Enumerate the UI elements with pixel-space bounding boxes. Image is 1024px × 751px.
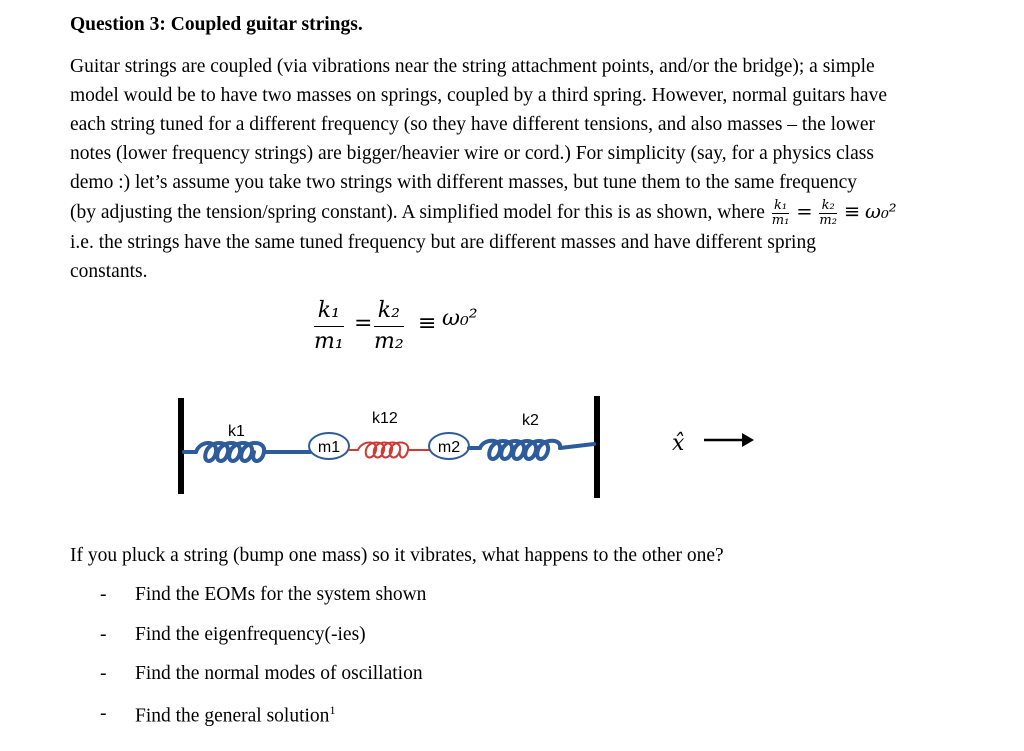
inline-equals: = <box>796 200 813 223</box>
footnote-marker: 1 <box>329 702 336 717</box>
paragraph-line: notes (lower frequency strings) are bigger/heavier wire or cord.) For simplicity (say, for a physics class <box>70 143 874 164</box>
mass-m1-label: m1 <box>317 439 341 456</box>
paragraph-line-with-inline-equation <box>70 197 1000 228</box>
bullet-dash: - <box>100 623 107 645</box>
paragraph-line: Guitar strings are coupled (via vibrations near the string attachment points, and/or the bridge); a simple <box>70 56 875 77</box>
task-text: Find the normal modes of oscillation <box>135 663 423 684</box>
task-text-body: Find the general solution <box>135 705 330 726</box>
task-item <box>100 624 426 664</box>
spring-k1-label: k1 <box>228 423 245 440</box>
inline-k1: k₁ <box>772 199 790 214</box>
paragraph-line: each string tuned for a different frequency (so they have different tensions, and also masses – the lower <box>70 114 876 135</box>
paragraph-text: (by adjusting the tension/spring constant). A simplified model for this is as shown, where <box>70 202 765 223</box>
paragraph-line: constants. <box>70 261 148 283</box>
question-prompt: If you pluck a string (bump one mass) so it vibrates, what happens to the other one? <box>70 545 724 566</box>
task-item <box>100 663 426 703</box>
spring-k2 <box>469 441 594 459</box>
display-equation <box>310 296 510 366</box>
fraction-k2-m2 <box>374 296 404 357</box>
problem-paragraph <box>70 52 1000 286</box>
display-m1: m₁ <box>314 329 344 354</box>
display-equals: = <box>354 311 373 336</box>
inline-k2: k₂ <box>819 199 837 214</box>
spring-k12 <box>349 443 430 458</box>
inline-m2: m₂ <box>819 213 837 229</box>
coupled-oscillator-diagram <box>160 388 780 508</box>
inline-omega: ω₀² <box>865 200 897 223</box>
display-omega: ω₀² <box>442 306 478 331</box>
right-wall <box>594 396 600 498</box>
display-m2: m₂ <box>374 329 404 354</box>
display-equiv: ≡ <box>418 311 437 336</box>
spring-k2-label: k2 <box>522 412 539 429</box>
inline-m1: m₁ <box>771 213 790 229</box>
task-text <box>135 703 335 728</box>
inline-equiv: ≡ <box>843 200 861 223</box>
paragraph-line: demo :) let’s assume you take two strings with different masses, but tune them to the same frequency <box>70 172 858 193</box>
paragraph-line: model would be to have two masses on springs, coupled by a third spring. However, normal guitars have <box>70 85 887 106</box>
task-text: Find the EOMs for the system shown <box>135 584 427 605</box>
bullet-dash: - <box>100 663 107 684</box>
fraction-k1-m1 <box>314 296 344 357</box>
direction-arrow-icon <box>704 433 754 447</box>
task-list <box>100 584 426 742</box>
paragraph-line: i.e. the strings have the same tuned frequency but are different masses and have different spring <box>70 232 816 254</box>
x-hat-label: x̂ <box>672 431 685 456</box>
inline-fraction-k2-m2 <box>819 199 837 228</box>
inline-fraction-k1-m1 <box>772 199 790 228</box>
spring-k12-label: k12 <box>372 410 398 427</box>
bullet-dash: - <box>100 584 107 605</box>
left-wall <box>178 398 184 494</box>
task-item <box>100 584 426 624</box>
task-item <box>100 703 426 743</box>
display-k2: k₂ <box>374 296 404 327</box>
display-k1: k₁ <box>314 296 344 327</box>
task-text: Find the eigenfrequency(-ies) <box>135 623 366 645</box>
bullet-dash: - <box>100 702 107 724</box>
mass-m2-label: m2 <box>437 439 461 456</box>
spring-k1 <box>184 443 310 461</box>
question-title: Question 3: Coupled guitar strings. <box>70 14 363 35</box>
